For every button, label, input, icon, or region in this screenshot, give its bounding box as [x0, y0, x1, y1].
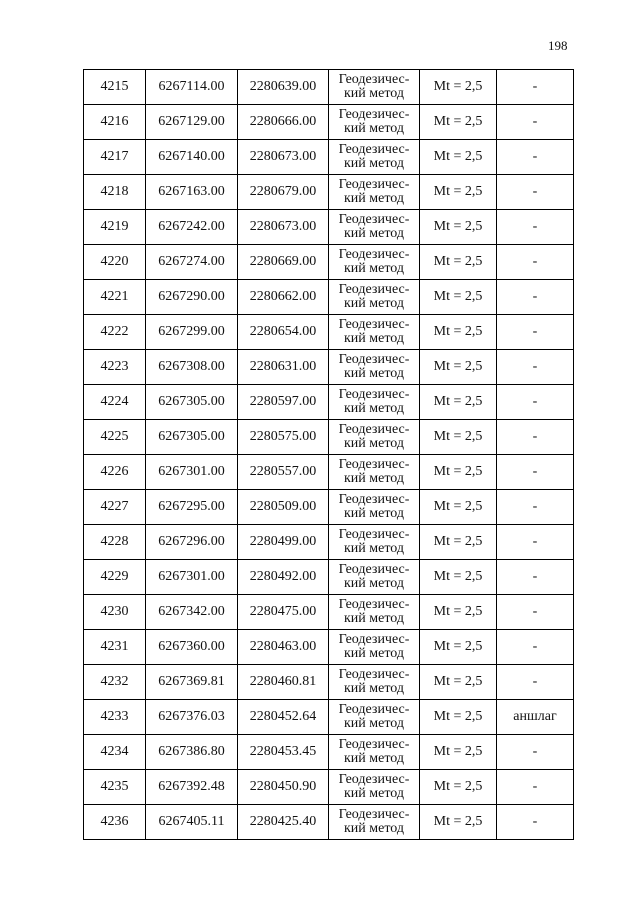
table-row: [84, 770, 574, 805]
accuracy-cell: Mt = 2,5: [420, 455, 497, 490]
table-row: [84, 210, 574, 245]
note-cell: -: [497, 770, 574, 805]
method-line1: Геодезичес-: [338, 562, 410, 577]
x-coordinate-cell: 6267392.48: [146, 770, 238, 805]
point-id-cell: 4220: [84, 245, 146, 280]
x-coordinate-cell: 6267163.00: [146, 175, 238, 210]
accuracy-cell: Mt = 2,5: [420, 280, 497, 315]
point-id-cell: 4235: [84, 770, 146, 805]
y-coordinate-cell: 2280575.00: [238, 420, 329, 455]
method-line2: кий метод: [343, 471, 404, 486]
method-cell: [329, 245, 420, 280]
method-line2: кий метод: [343, 296, 404, 311]
y-coordinate-cell: 2280463.00: [238, 630, 329, 665]
method-cell: [329, 70, 420, 105]
table-row: [84, 525, 574, 560]
method-line2: кий метод: [343, 751, 404, 766]
method-line1: Геодезичес-: [338, 422, 410, 437]
method-line1: Геодезичес-: [338, 282, 410, 297]
method-cell: [329, 350, 420, 385]
table-row: [84, 245, 574, 280]
point-id-cell: 4230: [84, 595, 146, 630]
method-line1: Геодезичес-: [338, 352, 410, 367]
table-row: [84, 140, 574, 175]
note-cell: -: [497, 735, 574, 770]
x-coordinate-cell: 6267299.00: [146, 315, 238, 350]
method-line1: Геодезичес-: [338, 457, 410, 472]
method-cell: [329, 105, 420, 140]
y-coordinate-cell: 2280460.81: [238, 665, 329, 700]
table-row: [84, 595, 574, 630]
point-id-cell: 4219: [84, 210, 146, 245]
note-cell: -: [497, 350, 574, 385]
x-coordinate-cell: 6267301.00: [146, 560, 238, 595]
method-line2: кий метод: [343, 681, 404, 696]
method-line1: Геодезичес-: [338, 772, 410, 787]
point-id-cell: 4226: [84, 455, 146, 490]
method-line1: Геодезичес-: [338, 702, 410, 717]
note-cell: -: [497, 630, 574, 665]
x-coordinate-cell: 6267301.00: [146, 455, 238, 490]
table-row: [84, 280, 574, 315]
note-cell: -: [497, 210, 574, 245]
x-coordinate-cell: 6267290.00: [146, 280, 238, 315]
coordinates-table: [83, 69, 574, 840]
table-row: [84, 455, 574, 490]
x-coordinate-cell: 6267360.00: [146, 630, 238, 665]
y-coordinate-cell: 2280509.00: [238, 490, 329, 525]
method-cell: [329, 210, 420, 245]
method-cell: [329, 525, 420, 560]
x-coordinate-cell: 6267369.81: [146, 665, 238, 700]
method-line1: Геодезичес-: [338, 737, 410, 752]
method-cell: [329, 420, 420, 455]
x-coordinate-cell: 6267296.00: [146, 525, 238, 560]
note-cell: -: [497, 595, 574, 630]
x-coordinate-cell: 6267305.00: [146, 385, 238, 420]
method-line1: Геодезичес-: [338, 212, 410, 227]
point-id-cell: 4218: [84, 175, 146, 210]
accuracy-cell: Mt = 2,5: [420, 210, 497, 245]
y-coordinate-cell: 2280673.00: [238, 210, 329, 245]
x-coordinate-cell: 6267140.00: [146, 140, 238, 175]
method-line2: кий метод: [343, 541, 404, 556]
method-cell: [329, 595, 420, 630]
method-line2: кий метод: [343, 226, 404, 241]
method-line1: Геодезичес-: [338, 632, 410, 647]
table-row: [84, 105, 574, 140]
method-cell: [329, 315, 420, 350]
method-cell: [329, 140, 420, 175]
x-coordinate-cell: 6267242.00: [146, 210, 238, 245]
note-cell: -: [497, 280, 574, 315]
point-id-cell: 4236: [84, 805, 146, 840]
method-line1: Геодезичес-: [338, 527, 410, 542]
table-row: [84, 350, 574, 385]
point-id-cell: 4227: [84, 490, 146, 525]
point-id-cell: 4234: [84, 735, 146, 770]
method-line2: кий метод: [343, 716, 404, 731]
accuracy-cell: Mt = 2,5: [420, 665, 497, 700]
table-row: [84, 175, 574, 210]
table-row: [84, 560, 574, 595]
table-row: [84, 805, 574, 840]
point-id-cell: 4225: [84, 420, 146, 455]
method-line1: Геодезичес-: [338, 597, 410, 612]
method-line2: кий метод: [343, 576, 404, 591]
y-coordinate-cell: 2280492.00: [238, 560, 329, 595]
y-coordinate-cell: 2280597.00: [238, 385, 329, 420]
method-cell: [329, 665, 420, 700]
method-cell: [329, 560, 420, 595]
accuracy-cell: Mt = 2,5: [420, 805, 497, 840]
note-cell: -: [497, 140, 574, 175]
y-coordinate-cell: 2280450.90: [238, 770, 329, 805]
note-cell: -: [497, 245, 574, 280]
method-cell: [329, 700, 420, 735]
point-id-cell: 4223: [84, 350, 146, 385]
x-coordinate-cell: 6267308.00: [146, 350, 238, 385]
x-coordinate-cell: 6267405.11: [146, 805, 238, 840]
accuracy-cell: Mt = 2,5: [420, 490, 497, 525]
note-cell: -: [497, 385, 574, 420]
method-line2: кий метод: [343, 261, 404, 276]
method-cell: [329, 805, 420, 840]
point-id-cell: 4222: [84, 315, 146, 350]
note-cell: -: [497, 665, 574, 700]
method-line2: кий метод: [343, 331, 404, 346]
note-cell: -: [497, 315, 574, 350]
y-coordinate-cell: 2280639.00: [238, 70, 329, 105]
accuracy-cell: Mt = 2,5: [420, 700, 497, 735]
x-coordinate-cell: 6267386.80: [146, 735, 238, 770]
method-line2: кий метод: [343, 821, 404, 836]
method-cell: [329, 490, 420, 525]
x-coordinate-cell: 6267376.03: [146, 700, 238, 735]
y-coordinate-cell: 2280631.00: [238, 350, 329, 385]
table-row: [84, 315, 574, 350]
table-row: [84, 490, 574, 525]
note-cell: -: [497, 105, 574, 140]
x-coordinate-cell: 6267129.00: [146, 105, 238, 140]
method-cell: [329, 735, 420, 770]
table-row: [84, 735, 574, 770]
point-id-cell: 4232: [84, 665, 146, 700]
table-body: [84, 70, 574, 840]
accuracy-cell: Mt = 2,5: [420, 770, 497, 805]
accuracy-cell: Mt = 2,5: [420, 105, 497, 140]
page-number: 198: [548, 38, 568, 53]
note-cell: -: [497, 560, 574, 595]
table-row: [84, 385, 574, 420]
point-id-cell: 4221: [84, 280, 146, 315]
note-cell: -: [497, 70, 574, 105]
table-row: [84, 630, 574, 665]
method-line2: кий метод: [343, 86, 404, 101]
accuracy-cell: Mt = 2,5: [420, 560, 497, 595]
point-id-cell: 4215: [84, 70, 146, 105]
method-line1: Геодезичес-: [338, 317, 410, 332]
point-id-cell: 4217: [84, 140, 146, 175]
method-line2: кий метод: [343, 156, 404, 171]
x-coordinate-cell: 6267274.00: [146, 245, 238, 280]
note-cell: аншлаг: [497, 700, 574, 735]
y-coordinate-cell: 2280475.00: [238, 595, 329, 630]
y-coordinate-cell: 2280669.00: [238, 245, 329, 280]
method-cell: [329, 455, 420, 490]
method-line1: Геодезичес-: [338, 807, 410, 822]
method-line1: Геодезичес-: [338, 247, 410, 262]
y-coordinate-cell: 2280654.00: [238, 315, 329, 350]
accuracy-cell: Mt = 2,5: [420, 595, 497, 630]
point-id-cell: 4229: [84, 560, 146, 595]
method-line2: кий метод: [343, 646, 404, 661]
table-row: [84, 700, 574, 735]
method-line2: кий метод: [343, 611, 404, 626]
method-line2: кий метод: [343, 506, 404, 521]
y-coordinate-cell: 2280666.00: [238, 105, 329, 140]
method-line2: кий метод: [343, 121, 404, 136]
table-row: [84, 70, 574, 105]
method-line1: Геодезичес-: [338, 667, 410, 682]
y-coordinate-cell: 2280679.00: [238, 175, 329, 210]
method-line1: Геодезичес-: [338, 107, 410, 122]
accuracy-cell: Mt = 2,5: [420, 175, 497, 210]
method-line1: Геодезичес-: [338, 387, 410, 402]
method-line2: кий метод: [343, 191, 404, 206]
method-line2: кий метод: [343, 401, 404, 416]
note-cell: -: [497, 175, 574, 210]
x-coordinate-cell: 6267295.00: [146, 490, 238, 525]
method-line1: Геодезичес-: [338, 492, 410, 507]
y-coordinate-cell: 2280673.00: [238, 140, 329, 175]
method-cell: [329, 280, 420, 315]
note-cell: -: [497, 805, 574, 840]
method-cell: [329, 175, 420, 210]
accuracy-cell: Mt = 2,5: [420, 140, 497, 175]
y-coordinate-cell: 2280452.64: [238, 700, 329, 735]
point-id-cell: 4233: [84, 700, 146, 735]
note-cell: -: [497, 455, 574, 490]
method-line1: Геодезичес-: [338, 177, 410, 192]
accuracy-cell: Mt = 2,5: [420, 735, 497, 770]
note-cell: -: [497, 420, 574, 455]
y-coordinate-cell: 2280662.00: [238, 280, 329, 315]
point-id-cell: 4231: [84, 630, 146, 665]
accuracy-cell: Mt = 2,5: [420, 70, 497, 105]
x-coordinate-cell: 6267342.00: [146, 595, 238, 630]
accuracy-cell: Mt = 2,5: [420, 420, 497, 455]
accuracy-cell: Mt = 2,5: [420, 350, 497, 385]
accuracy-cell: Mt = 2,5: [420, 245, 497, 280]
y-coordinate-cell: 2280425.40: [238, 805, 329, 840]
method-line2: кий метод: [343, 436, 404, 451]
point-id-cell: 4228: [84, 525, 146, 560]
method-cell: [329, 770, 420, 805]
accuracy-cell: Mt = 2,5: [420, 630, 497, 665]
accuracy-cell: Mt = 2,5: [420, 525, 497, 560]
note-cell: -: [497, 490, 574, 525]
method-line1: Геодезичес-: [338, 72, 410, 87]
method-cell: [329, 385, 420, 420]
x-coordinate-cell: 6267305.00: [146, 420, 238, 455]
point-id-cell: 4216: [84, 105, 146, 140]
note-cell: -: [497, 525, 574, 560]
y-coordinate-cell: 2280453.45: [238, 735, 329, 770]
method-line2: кий метод: [343, 786, 404, 801]
y-coordinate-cell: 2280557.00: [238, 455, 329, 490]
point-id-cell: 4224: [84, 385, 146, 420]
y-coordinate-cell: 2280499.00: [238, 525, 329, 560]
x-coordinate-cell: 6267114.00: [146, 70, 238, 105]
accuracy-cell: Mt = 2,5: [420, 385, 497, 420]
table-row: [84, 665, 574, 700]
table-row: [84, 420, 574, 455]
method-cell: [329, 630, 420, 665]
method-line2: кий метод: [343, 366, 404, 381]
method-line1: Геодезичес-: [338, 142, 410, 157]
accuracy-cell: Mt = 2,5: [420, 315, 497, 350]
